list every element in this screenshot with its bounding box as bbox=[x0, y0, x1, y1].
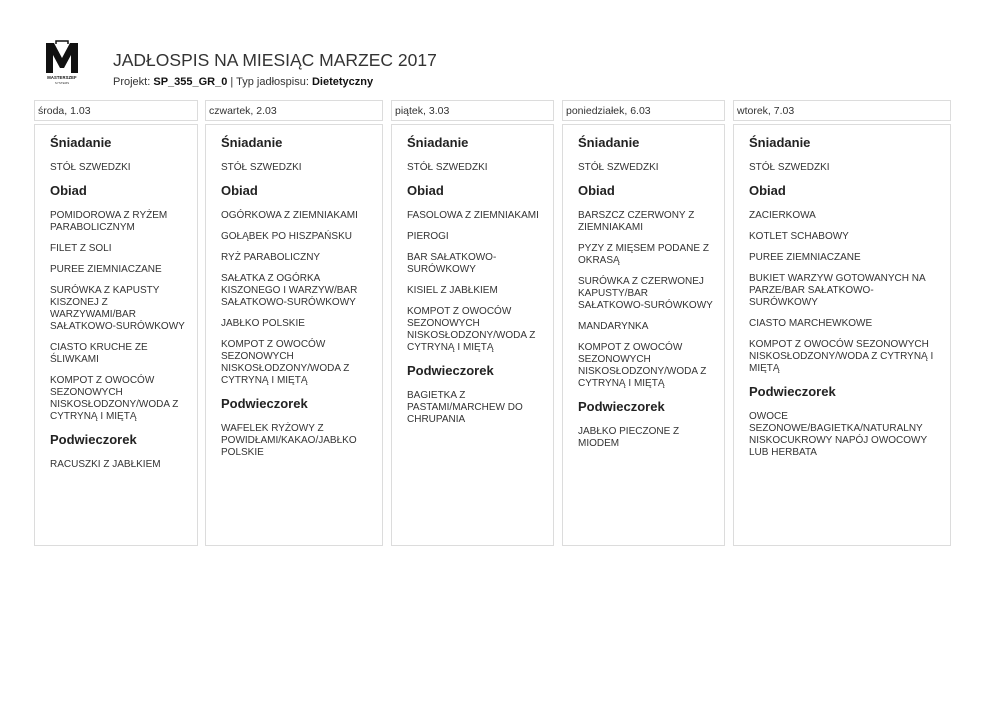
logo-subtext: SYSTEMS bbox=[54, 81, 70, 85]
logo-text: MASTERSZEF bbox=[47, 75, 77, 80]
day-column bbox=[205, 100, 383, 546]
dish-item: BAR SAŁATKOWO-SURÓWKOWY bbox=[407, 252, 497, 275]
day-column bbox=[34, 100, 198, 546]
dish-item: STÓŁ SZWEDZKI bbox=[749, 162, 830, 173]
dish-item: OGÓRKOWA Z ZIEMNIAKAMI bbox=[221, 210, 358, 221]
meal-heading: Podwieczorek bbox=[50, 432, 137, 447]
meal-heading: Śniadanie bbox=[221, 135, 283, 150]
day-column bbox=[733, 100, 951, 546]
dish-item: PYZY Z MIĘSEM PODANE Z OKRASĄ bbox=[578, 243, 709, 266]
meal-heading: Śniadanie bbox=[749, 135, 811, 150]
meal-heading: Obiad bbox=[221, 183, 258, 198]
logo-m-mark bbox=[44, 40, 80, 74]
dish-item: PIEROGI bbox=[407, 231, 449, 242]
meal-heading: Śniadanie bbox=[407, 135, 469, 150]
day-menu bbox=[34, 124, 198, 546]
dish-item: SURÓWKA Z KAPUSTY KISZONEJ Z WARZYWAMI/BAR SAŁATKOWO-SURÓWKOWY bbox=[50, 285, 185, 332]
dish-item: CIASTO MARCHEWKOWE bbox=[749, 318, 873, 329]
dish-item: KISIEL Z JABŁKIEM bbox=[407, 285, 498, 296]
dish-item: KOMPOT Z OWOCÓW SEZONOWYCH NISKOSŁODZONY/WODA Z CYTRYNĄ I MIĘTĄ bbox=[749, 339, 934, 374]
dish-item: PUREE ZIEMNIACZANE bbox=[50, 264, 162, 275]
meal-heading: Podwieczorek bbox=[221, 396, 308, 411]
dish-item: JABŁKO POLSKIE bbox=[221, 318, 305, 329]
meal-heading: Obiad bbox=[407, 183, 444, 198]
info-separator: | bbox=[227, 76, 237, 88]
day-menu bbox=[205, 124, 383, 546]
day-column bbox=[391, 100, 554, 546]
dish-item: CIASTO KRUCHE ZE ŚLIWKAMI bbox=[50, 342, 148, 365]
meal-heading: Obiad bbox=[749, 183, 786, 198]
project-label: Projekt: bbox=[113, 76, 154, 88]
dish-item: FASOLOWA Z ZIEMNIAKAMI bbox=[407, 210, 539, 221]
dish-item: FILET Z SOLI bbox=[50, 243, 112, 254]
dish-item: KOMPOT Z OWOCÓW SEZONOWYCH NISKOSŁODZONY/WODA Z CYTRYNĄ I MIĘTĄ bbox=[221, 339, 350, 386]
dish-item: OWOCE SEZONOWE/BAGIETKA/NATURALNY NISKOCUKROWY NAPÓJ OWOCOWY LUB HERBATA bbox=[749, 411, 927, 458]
day-menu bbox=[391, 124, 554, 546]
meal-heading: Podwieczorek bbox=[407, 363, 494, 378]
dish-item: POMIDOROWA Z RYŻEM PARABOLICZNYM bbox=[50, 210, 168, 233]
dish-item: SURÓWKA Z CZERWONEJ KAPUSTY/BAR SAŁATKOWO-SURÓWKOWY bbox=[578, 276, 713, 311]
day-column bbox=[562, 100, 725, 546]
meal-heading: Podwieczorek bbox=[578, 399, 665, 414]
project-info bbox=[113, 76, 373, 88]
day-menu bbox=[733, 124, 951, 546]
dish-item: KOTLET SCHABOWY bbox=[749, 231, 849, 242]
menu-type-value: Dietetyczny bbox=[311, 76, 374, 88]
dish-item: STÓŁ SZWEDZKI bbox=[221, 162, 302, 173]
meal-heading: Podwieczorek bbox=[749, 384, 836, 399]
dish-item: BAGIETKA Z PASTAMI/MARCHEW DO CHRUPANIA bbox=[407, 390, 523, 425]
dish-item: WAFELEK RYŻOWY Z POWIDŁAMI/KAKAO/JABŁKO POLSKIE bbox=[221, 423, 357, 458]
day-date: środa, 1.03 bbox=[34, 100, 198, 121]
day-date: poniedziałek, 6.03 bbox=[562, 100, 725, 121]
day-date: wtorek, 7.03 bbox=[733, 100, 951, 121]
day-date: czwartek, 2.03 bbox=[205, 100, 383, 121]
dish-item: PUREE ZIEMNIACZANE bbox=[749, 252, 861, 263]
dish-item: SAŁATKA Z OGÓRKA KISZONEGO I WARZYW/BAR SAŁATKOWO-SURÓWKOWY bbox=[221, 273, 358, 308]
dish-item: STÓŁ SZWEDZKI bbox=[407, 162, 488, 173]
meal-heading: Śniadanie bbox=[50, 135, 112, 150]
meal-heading: Obiad bbox=[578, 183, 615, 198]
page-title: JADŁOSPIS NA MIESIĄC MARZEC 2017 bbox=[113, 50, 437, 70]
dish-item: RYŻ PARABOLICZNY bbox=[221, 252, 321, 263]
dish-item: GOŁĄBEK PO HISZPAŃSKU bbox=[221, 231, 352, 242]
menu-type-label: Typ jadłospisu: bbox=[236, 76, 312, 88]
dish-item: RACUSZKI Z JABŁKIEM bbox=[50, 459, 161, 470]
meal-heading: Śniadanie bbox=[578, 135, 640, 150]
dish-item: MANDARYNKA bbox=[578, 321, 649, 332]
dish-item: KOMPOT Z OWOCÓW SEZONOWYCH NISKOSŁODZONY/WODA Z CYTRYNĄ I MIĘTĄ bbox=[407, 306, 536, 353]
dish-item: STÓŁ SZWEDZKI bbox=[578, 162, 659, 173]
dish-item: ZACIERKOWA bbox=[749, 210, 816, 221]
day-date: piątek, 3.03 bbox=[391, 100, 554, 121]
dish-item: KOMPOT Z OWOCÓW SEZONOWYCH NISKOSŁODZONY/WODA Z CYTRYNĄ I MIĘTĄ bbox=[578, 342, 707, 389]
dish-item: KOMPOT Z OWOCÓW SEZONOWYCH NISKOSŁODZONY/WODA Z CYTRYNĄ I MIĘTĄ bbox=[50, 375, 179, 422]
dish-item: BARSZCZ CZERWONY Z ZIEMNIAKAMI bbox=[578, 210, 695, 233]
dish-item: JABŁKO PIECZONE Z MIODEM bbox=[578, 426, 680, 449]
day-menu bbox=[562, 124, 725, 546]
meal-heading: Obiad bbox=[50, 183, 87, 198]
dish-item: BUKIET WARZYW GOTOWANYCH NA PARZE/BAR SAŁATKOWO-SURÓWKOWY bbox=[749, 273, 926, 308]
masterszef-logo bbox=[44, 40, 80, 86]
dish-item: STÓŁ SZWEDZKI bbox=[50, 162, 131, 173]
project-value: SP_355_GR_0 bbox=[153, 76, 228, 88]
